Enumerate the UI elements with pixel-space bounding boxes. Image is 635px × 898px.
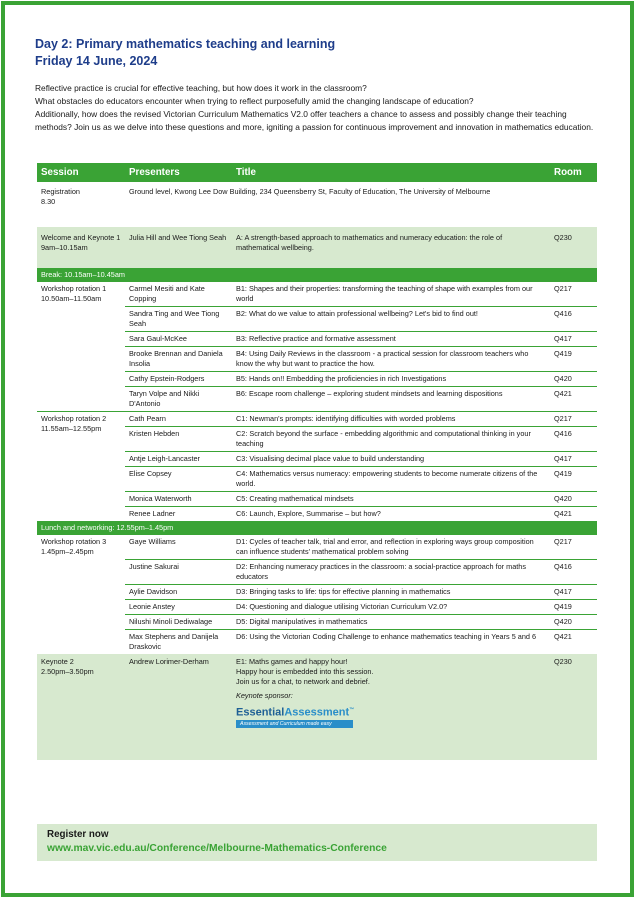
presenters-cell: Aylie Davidson <box>125 585 232 600</box>
presenters-cell: Julia Hill and Wee Tiong Seah <box>125 227 232 268</box>
presenters-cell: Andrew Lorimer-Derham <box>125 654 232 760</box>
title-cell: D6: Using the Victorian Coding Challenge to enhance mathematics teaching in Years 5 and 6 <box>236 632 537 641</box>
session-time: 2.50pm–3.50pm <box>41 667 94 676</box>
room-cell: Q419 <box>550 600 597 615</box>
day-title: Day 2: Primary mathematics teaching and learning <box>35 37 336 51</box>
keynote-2-row <box>37 654 597 760</box>
room-cell: Q230 <box>550 227 597 268</box>
title-cell: C4: Mathematics versus numeracy: empowering students to become numerate citizens of the world. <box>232 467 550 492</box>
session-name: Welcome and Keynote 1 <box>41 233 121 242</box>
presenters-cell: Brooke Brennan and Daniela Insolia <box>125 347 232 372</box>
logo-tm: ™ <box>349 707 355 713</box>
header-presenters: Presenters <box>125 163 232 182</box>
session-time: 1.45pm–2.45pm <box>41 547 94 556</box>
title-line: Join us for a chat, to network and debrief. <box>236 677 370 686</box>
presenters-cell: Gaye Williams <box>125 535 232 560</box>
room-cell: Q416 <box>550 427 597 452</box>
title-cell: B4: Using Daily Reviews in the classroom - a practical session for classroom teachers who know the why but want to practice the how. <box>232 347 550 372</box>
room-cell: Q217 <box>550 535 597 560</box>
room-cell: Q420 <box>550 615 597 630</box>
presenters-cell: Justine Sakurai <box>125 560 232 585</box>
title-cell: D2: Enhancing numeracy practices in the classroom: a social-practice approach for maths educators <box>232 560 550 585</box>
registration-details: Ground level, Kwong Lee Dow Building, 234 Queensberry St, Faculty of Education, The University of Melbourne <box>129 187 491 196</box>
intro-paragraph: Additionally, how does the revised Victorian Curriculum Mathematics V2.0 offer teachers a chance to assess and possibly change their teaching methods? Join us as we delve into these questions and more, igniting a passion for continuous improvement and innovation in mathematics education. <box>35 109 594 132</box>
table-row <box>37 535 597 560</box>
room-cell: Q417 <box>550 452 597 467</box>
sponsor-label: Keynote sponsor: <box>236 691 293 700</box>
presenters-cell: Monica Waterworth <box>125 492 232 507</box>
session-time: 8.30 <box>41 197 56 206</box>
presenters-cell: Taryn Volpe and Nikki D'Antonio <box>125 387 232 412</box>
header-room: Room <box>550 163 597 182</box>
break-row <box>37 268 597 282</box>
title-cell: B2: What do we value to attain professional wellbeing? Let's bid to find out! <box>232 307 550 332</box>
room-cell: Q417 <box>550 585 597 600</box>
room-cell: Q217 <box>550 412 597 427</box>
session-time: 10.50am–11.50am <box>41 294 102 303</box>
title-cell: D5: Digital manipulatives in mathematics <box>232 615 550 630</box>
room-cell: Q421 <box>554 509 572 518</box>
title-cell: C2: Scratch beyond the surface - embedding algorithmic and computational thinking in your teaching <box>232 427 550 452</box>
title-cell: A: A strength-based approach to mathematics and numeracy education: the role of mathematical wellbeing. <box>232 227 550 268</box>
break-label: Lunch and networking: 12.55pm–1.45pm <box>37 521 597 535</box>
session-name: Keynote 2 <box>41 657 74 666</box>
title-line: E1: Maths games and happy hour! <box>236 657 348 666</box>
registration-row <box>37 182 597 227</box>
presenters-cell: Leonie Anstey <box>125 600 232 615</box>
break-label: Break: 10.15am–10.45am <box>37 268 597 282</box>
title-cell: B5: Hands on!! Embedding the proficiencies in rich Investigations <box>232 372 550 387</box>
title-cell: D1: Cycles of teacher talk, trial and error, and reflection in exploring ways group composition can influence students' mathematical problem solving <box>232 535 550 560</box>
register-link[interactable]: www.mav.vic.edu.au/Conference/Melbourne-Mathematics-Conference <box>47 843 387 854</box>
logo-text-b: Assessment <box>284 706 350 719</box>
session-time: 11.55am–12.55pm <box>41 424 102 433</box>
title-cell: B6: Escape room challenge – exploring student mindsets and learning dispositions <box>232 387 550 412</box>
presenters-cell: Cath Pearn <box>125 412 232 427</box>
presenters-cell: Antje Leigh-Lancaster <box>125 452 232 467</box>
presenters-cell: Sara Gaul-McKee <box>125 332 232 347</box>
session-name: Workshop rotation 2 <box>41 414 107 423</box>
session-name: Workshop rotation 3 <box>41 537 107 546</box>
room-cell: Q417 <box>550 332 597 347</box>
room-cell: Q416 <box>550 307 597 332</box>
header-title: Title <box>232 163 550 182</box>
intro-paragraph: Reflective practice is crucial for effective teaching, but how does it work in the classroom? <box>35 83 367 93</box>
room-cell: Q217 <box>550 282 597 307</box>
room-cell: Q421 <box>550 387 597 412</box>
title-cell: C6: Launch, Explore, Summarise – but how? <box>236 509 381 518</box>
schedule-table <box>37 163 597 760</box>
session-name: Workshop rotation 1 <box>41 284 107 293</box>
table-row <box>37 282 597 307</box>
title-cell: C5: Creating mathematical mindsets <box>232 492 550 507</box>
presenters-cell: Sandra Ting and Wee Tiong Seah <box>125 307 232 332</box>
presenters-cell: Nilushi Minoli Dediwalage <box>125 615 232 630</box>
room-cell: Q421 <box>554 632 572 641</box>
title-line: Happy hour is embedded into this session. <box>236 667 374 676</box>
intro-paragraph: What obstacles do educators encounter when trying to reflect purposefully amid the changing landscape of education? <box>35 96 474 106</box>
date-title: Friday 14 June, 2024 <box>35 54 158 68</box>
header-session: Session <box>37 163 125 182</box>
title-cell: D4: Questioning and dialogue utilising Victorian Curriculum V2.0? <box>232 600 550 615</box>
lunch-break-row <box>37 521 597 535</box>
register-box <box>37 824 597 861</box>
room-cell: Q420 <box>550 372 597 387</box>
room-cell: Q416 <box>550 560 597 585</box>
presenters-cell: Elise Copsey <box>125 467 232 492</box>
room-cell: Q230 <box>550 654 597 760</box>
title-cell: C1: Newman's prompts: identifying difficulties with worded problems <box>232 412 550 427</box>
logo-text-a: Essential <box>236 706 285 719</box>
register-heading: Register now <box>47 829 109 840</box>
title-cell: B1: Shapes and their properties: transforming the teaching of shape with examples from our world <box>232 282 550 307</box>
presenters-cell: Renee Ladner <box>129 509 176 518</box>
title-cell: B3: Reflective practice and formative assessment <box>232 332 550 347</box>
room-cell: Q420 <box>550 492 597 507</box>
session-time: 9am–10.15am <box>41 243 88 252</box>
intro-text <box>35 82 595 134</box>
session-name: Registration <box>41 187 80 196</box>
title-cell: D3: Bringing tasks to life: tips for effective planning in mathematics <box>232 585 550 600</box>
presenters-cell: Max Stephens and Danijela Draskovic <box>129 632 219 651</box>
keynote-1-row <box>37 227 597 268</box>
room-cell: Q419 <box>550 467 597 492</box>
logo-tagline: Assessment and Curriculum made easy <box>236 720 353 728</box>
presenters-cell: Cathy Epstein-Rodgers <box>125 372 232 387</box>
room-cell: Q419 <box>550 347 597 372</box>
presenters-cell: Carmel Mesiti and Kate Copping <box>125 282 232 307</box>
presenters-cell: Kristen Hebden <box>125 427 232 452</box>
essential-assessment-logo <box>236 704 358 730</box>
table-row <box>37 412 597 427</box>
table-header-row <box>37 163 597 182</box>
title-cell: C3: Visualising decimal place value to build understanding <box>232 452 550 467</box>
page-title <box>35 36 335 70</box>
